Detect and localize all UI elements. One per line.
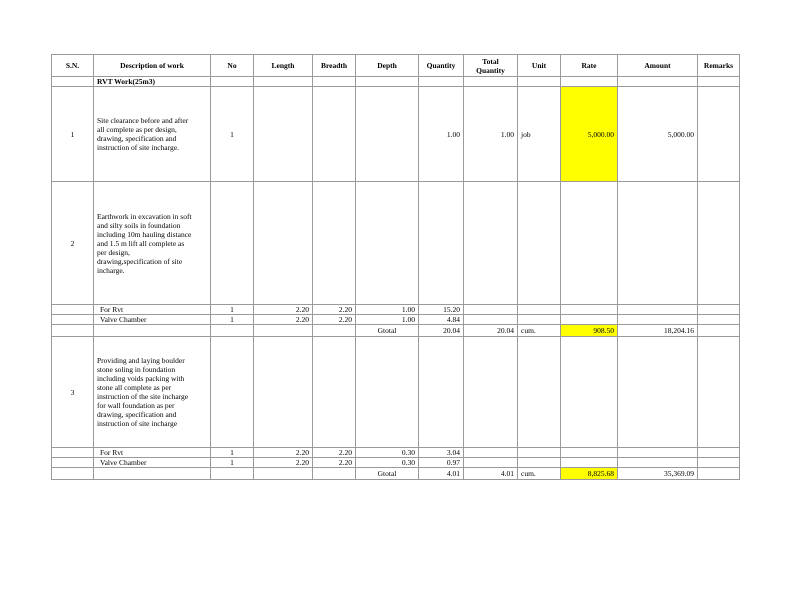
cell-total-quantity[interactable] — [464, 448, 518, 458]
cell-total-quantity[interactable] — [464, 315, 518, 325]
cell-total-quantity[interactable]: 4.01 — [464, 468, 518, 480]
cell-unit[interactable] — [518, 77, 561, 87]
cell-amount[interactable] — [618, 337, 698, 448]
cell-unit[interactable] — [518, 315, 561, 325]
cell-quantity[interactable]: 4.84 — [419, 315, 464, 325]
cell-total-quantity[interactable] — [464, 458, 518, 468]
cell-unit[interactable] — [518, 182, 561, 305]
cell-remarks[interactable] — [698, 448, 740, 458]
cell-unit[interactable] — [518, 448, 561, 458]
cell-sn[interactable] — [52, 305, 94, 315]
cell-length[interactable] — [254, 468, 313, 480]
cell-no[interactable] — [211, 77, 254, 87]
cell-remarks[interactable] — [698, 182, 740, 305]
cell-length[interactable] — [254, 337, 313, 448]
cell-depth[interactable] — [356, 77, 419, 87]
cell-depth[interactable] — [356, 182, 419, 305]
table-row — [52, 325, 740, 337]
cell-length[interactable]: 2.20 — [254, 315, 313, 325]
cell-amount[interactable] — [618, 77, 698, 87]
cell-amount[interactable] — [618, 458, 698, 468]
cell-breadth[interactable] — [313, 325, 356, 337]
cell-depth[interactable]: 1.00 — [356, 305, 419, 315]
header-description: Description of work — [94, 55, 211, 77]
cell-remarks[interactable] — [698, 325, 740, 337]
table-row — [52, 448, 740, 458]
table-row — [52, 77, 740, 87]
cell-remarks[interactable] — [698, 305, 740, 315]
cell-rate[interactable] — [561, 337, 618, 448]
cell-sn[interactable] — [52, 77, 94, 87]
header-depth: Depth — [356, 55, 419, 77]
cell-rate[interactable] — [561, 305, 618, 315]
cell-depth[interactable]: Gtotal — [356, 325, 419, 337]
cell-sn[interactable]: 3 — [52, 337, 94, 448]
cell-no[interactable]: 1 — [211, 305, 254, 315]
cell-quantity[interactable]: 0.97 — [419, 458, 464, 468]
cell-sn[interactable] — [52, 325, 94, 337]
cell-amount[interactable]: 35,369.09 — [618, 468, 698, 480]
cell-description[interactable] — [94, 468, 211, 480]
cell-rate[interactable] — [561, 182, 618, 305]
header-rate: Rate — [561, 55, 618, 77]
cell-rate[interactable] — [561, 458, 618, 468]
cell-description[interactable]: Valve Chamber — [94, 458, 211, 468]
cell-amount[interactable] — [618, 305, 698, 315]
cell-breadth[interactable]: 2.20 — [313, 315, 356, 325]
table-row — [52, 305, 740, 315]
header-quantity: Quantity — [419, 55, 464, 77]
cell-quantity[interactable]: 3.04 — [419, 448, 464, 458]
cell-breadth[interactable]: 2.20 — [313, 458, 356, 468]
cell-amount[interactable]: 5,000.00 — [618, 87, 698, 182]
cell-remarks[interactable] — [698, 337, 740, 448]
header-row — [52, 55, 740, 77]
cell-length[interactable]: 2.20 — [254, 458, 313, 468]
cell-description[interactable]: RVT Work(25m3) — [94, 77, 211, 87]
cell-unit[interactable]: cum. — [518, 468, 561, 480]
cell-sn[interactable]: 1 — [52, 87, 94, 182]
cell-sn[interactable] — [52, 468, 94, 480]
cell-length[interactable] — [254, 325, 313, 337]
cell-depth[interactable] — [356, 87, 419, 182]
header-length: Length — [254, 55, 313, 77]
cell-description[interactable]: For Rvt — [94, 305, 211, 315]
table-row — [52, 458, 740, 468]
cell-breadth[interactable] — [313, 468, 356, 480]
cell-total-quantity[interactable]: 1.00 — [464, 87, 518, 182]
cell-rate[interactable]: 5,000.00 — [561, 87, 618, 182]
cell-remarks[interactable] — [698, 315, 740, 325]
cell-sn[interactable]: 2 — [52, 182, 94, 305]
cell-description[interactable]: Valve Chamber — [94, 315, 211, 325]
cell-total-quantity[interactable] — [464, 305, 518, 315]
cell-no[interactable]: 1 — [211, 448, 254, 458]
cell-remarks[interactable] — [698, 458, 740, 468]
cell-description[interactable]: Providing and laying boulder stone soling in foundation including voids packing with stone all complete as per instruction of the site incharge for wall foundation as per drawing, specification and instruction of site incharge — [94, 337, 211, 448]
cell-sn[interactable] — [52, 315, 94, 325]
cell-breadth[interactable] — [313, 77, 356, 87]
cell-unit[interactable] — [518, 337, 561, 448]
estimate-table — [51, 54, 740, 480]
cell-amount[interactable]: 18,204.16 — [618, 325, 698, 337]
cell-total-quantity[interactable] — [464, 182, 518, 305]
cell-breadth[interactable]: 2.20 — [313, 448, 356, 458]
cell-sn[interactable] — [52, 458, 94, 468]
cell-no[interactable] — [211, 337, 254, 448]
cell-rate[interactable]: 8,825.68 — [561, 468, 618, 480]
cell-depth[interactable]: 1.00 — [356, 315, 419, 325]
cell-amount[interactable] — [618, 182, 698, 305]
cell-description[interactable]: Earthwork in excavation in soft and silty soils in foundation including 10m hauling distance and 1.5 m lift all complete as per design, drawing,specification of site incharge. — [94, 182, 211, 305]
cell-rate[interactable]: 908.50 — [561, 325, 618, 337]
cell-depth[interactable]: 0.30 — [356, 458, 419, 468]
cell-no[interactable]: 1 — [211, 458, 254, 468]
header-sn: S.N. — [52, 55, 94, 77]
cell-rate[interactable] — [561, 315, 618, 325]
cell-breadth[interactable]: 2.20 — [313, 305, 356, 315]
table-row — [52, 182, 740, 305]
cell-description[interactable] — [94, 325, 211, 337]
cell-breadth[interactable] — [313, 182, 356, 305]
table-row — [52, 337, 740, 448]
cell-length[interactable]: 2.20 — [254, 305, 313, 315]
cell-amount[interactable] — [618, 448, 698, 458]
cell-amount[interactable] — [618, 315, 698, 325]
cell-quantity[interactable]: 15.20 — [419, 305, 464, 315]
cell-description[interactable]: Site clearance before and after all complete as per design, drawing, specification and instruction of site incharge. — [94, 87, 211, 182]
header-remarks: Remarks — [698, 55, 740, 77]
cell-depth[interactable] — [356, 337, 419, 448]
cell-no[interactable]: 1 — [211, 87, 254, 182]
cell-no[interactable] — [211, 182, 254, 305]
cell-remarks[interactable] — [698, 468, 740, 480]
cell-length[interactable]: 2.20 — [254, 448, 313, 458]
header-no: No — [211, 55, 254, 77]
cell-description[interactable]: For Rvt — [94, 448, 211, 458]
cell-breadth[interactable] — [313, 87, 356, 182]
cell-unit[interactable] — [518, 305, 561, 315]
cell-depth[interactable]: 0.30 — [356, 448, 419, 458]
cell-depth[interactable]: Gtotal — [356, 468, 419, 480]
cell-unit[interactable]: cum. — [518, 325, 561, 337]
header-amount: Amount — [618, 55, 698, 77]
cell-quantity[interactable]: 1.00 — [419, 87, 464, 182]
cell-unit[interactable] — [518, 458, 561, 468]
table-row — [52, 87, 740, 182]
header-total-quantity: Total Quantity — [464, 55, 518, 77]
cell-quantity[interactable] — [419, 77, 464, 87]
cell-no[interactable]: 1 — [211, 315, 254, 325]
cell-length[interactable] — [254, 87, 313, 182]
cell-no[interactable] — [211, 325, 254, 337]
cell-remarks[interactable] — [698, 77, 740, 87]
cell-no[interactable] — [211, 468, 254, 480]
cell-total-quantity[interactable] — [464, 337, 518, 448]
header-breadth: Breadth — [313, 55, 356, 77]
cell-sn[interactable] — [52, 448, 94, 458]
header-unit: Unit — [518, 55, 561, 77]
cell-remarks[interactable] — [698, 87, 740, 182]
cell-quantity[interactable] — [419, 337, 464, 448]
cell-total-quantity[interactable]: 20.04 — [464, 325, 518, 337]
cell-length[interactable] — [254, 182, 313, 305]
cell-quantity[interactable] — [419, 182, 464, 305]
cell-total-quantity[interactable] — [464, 77, 518, 87]
table-row — [52, 315, 740, 325]
cell-length[interactable] — [254, 77, 313, 87]
table-row — [52, 468, 740, 480]
cell-breadth[interactable] — [313, 337, 356, 448]
cell-rate[interactable] — [561, 77, 618, 87]
cell-rate[interactable] — [561, 448, 618, 458]
cell-quantity[interactable]: 20.04 — [419, 325, 464, 337]
cell-quantity[interactable]: 4.01 — [419, 468, 464, 480]
cell-unit[interactable]: job — [518, 87, 561, 182]
